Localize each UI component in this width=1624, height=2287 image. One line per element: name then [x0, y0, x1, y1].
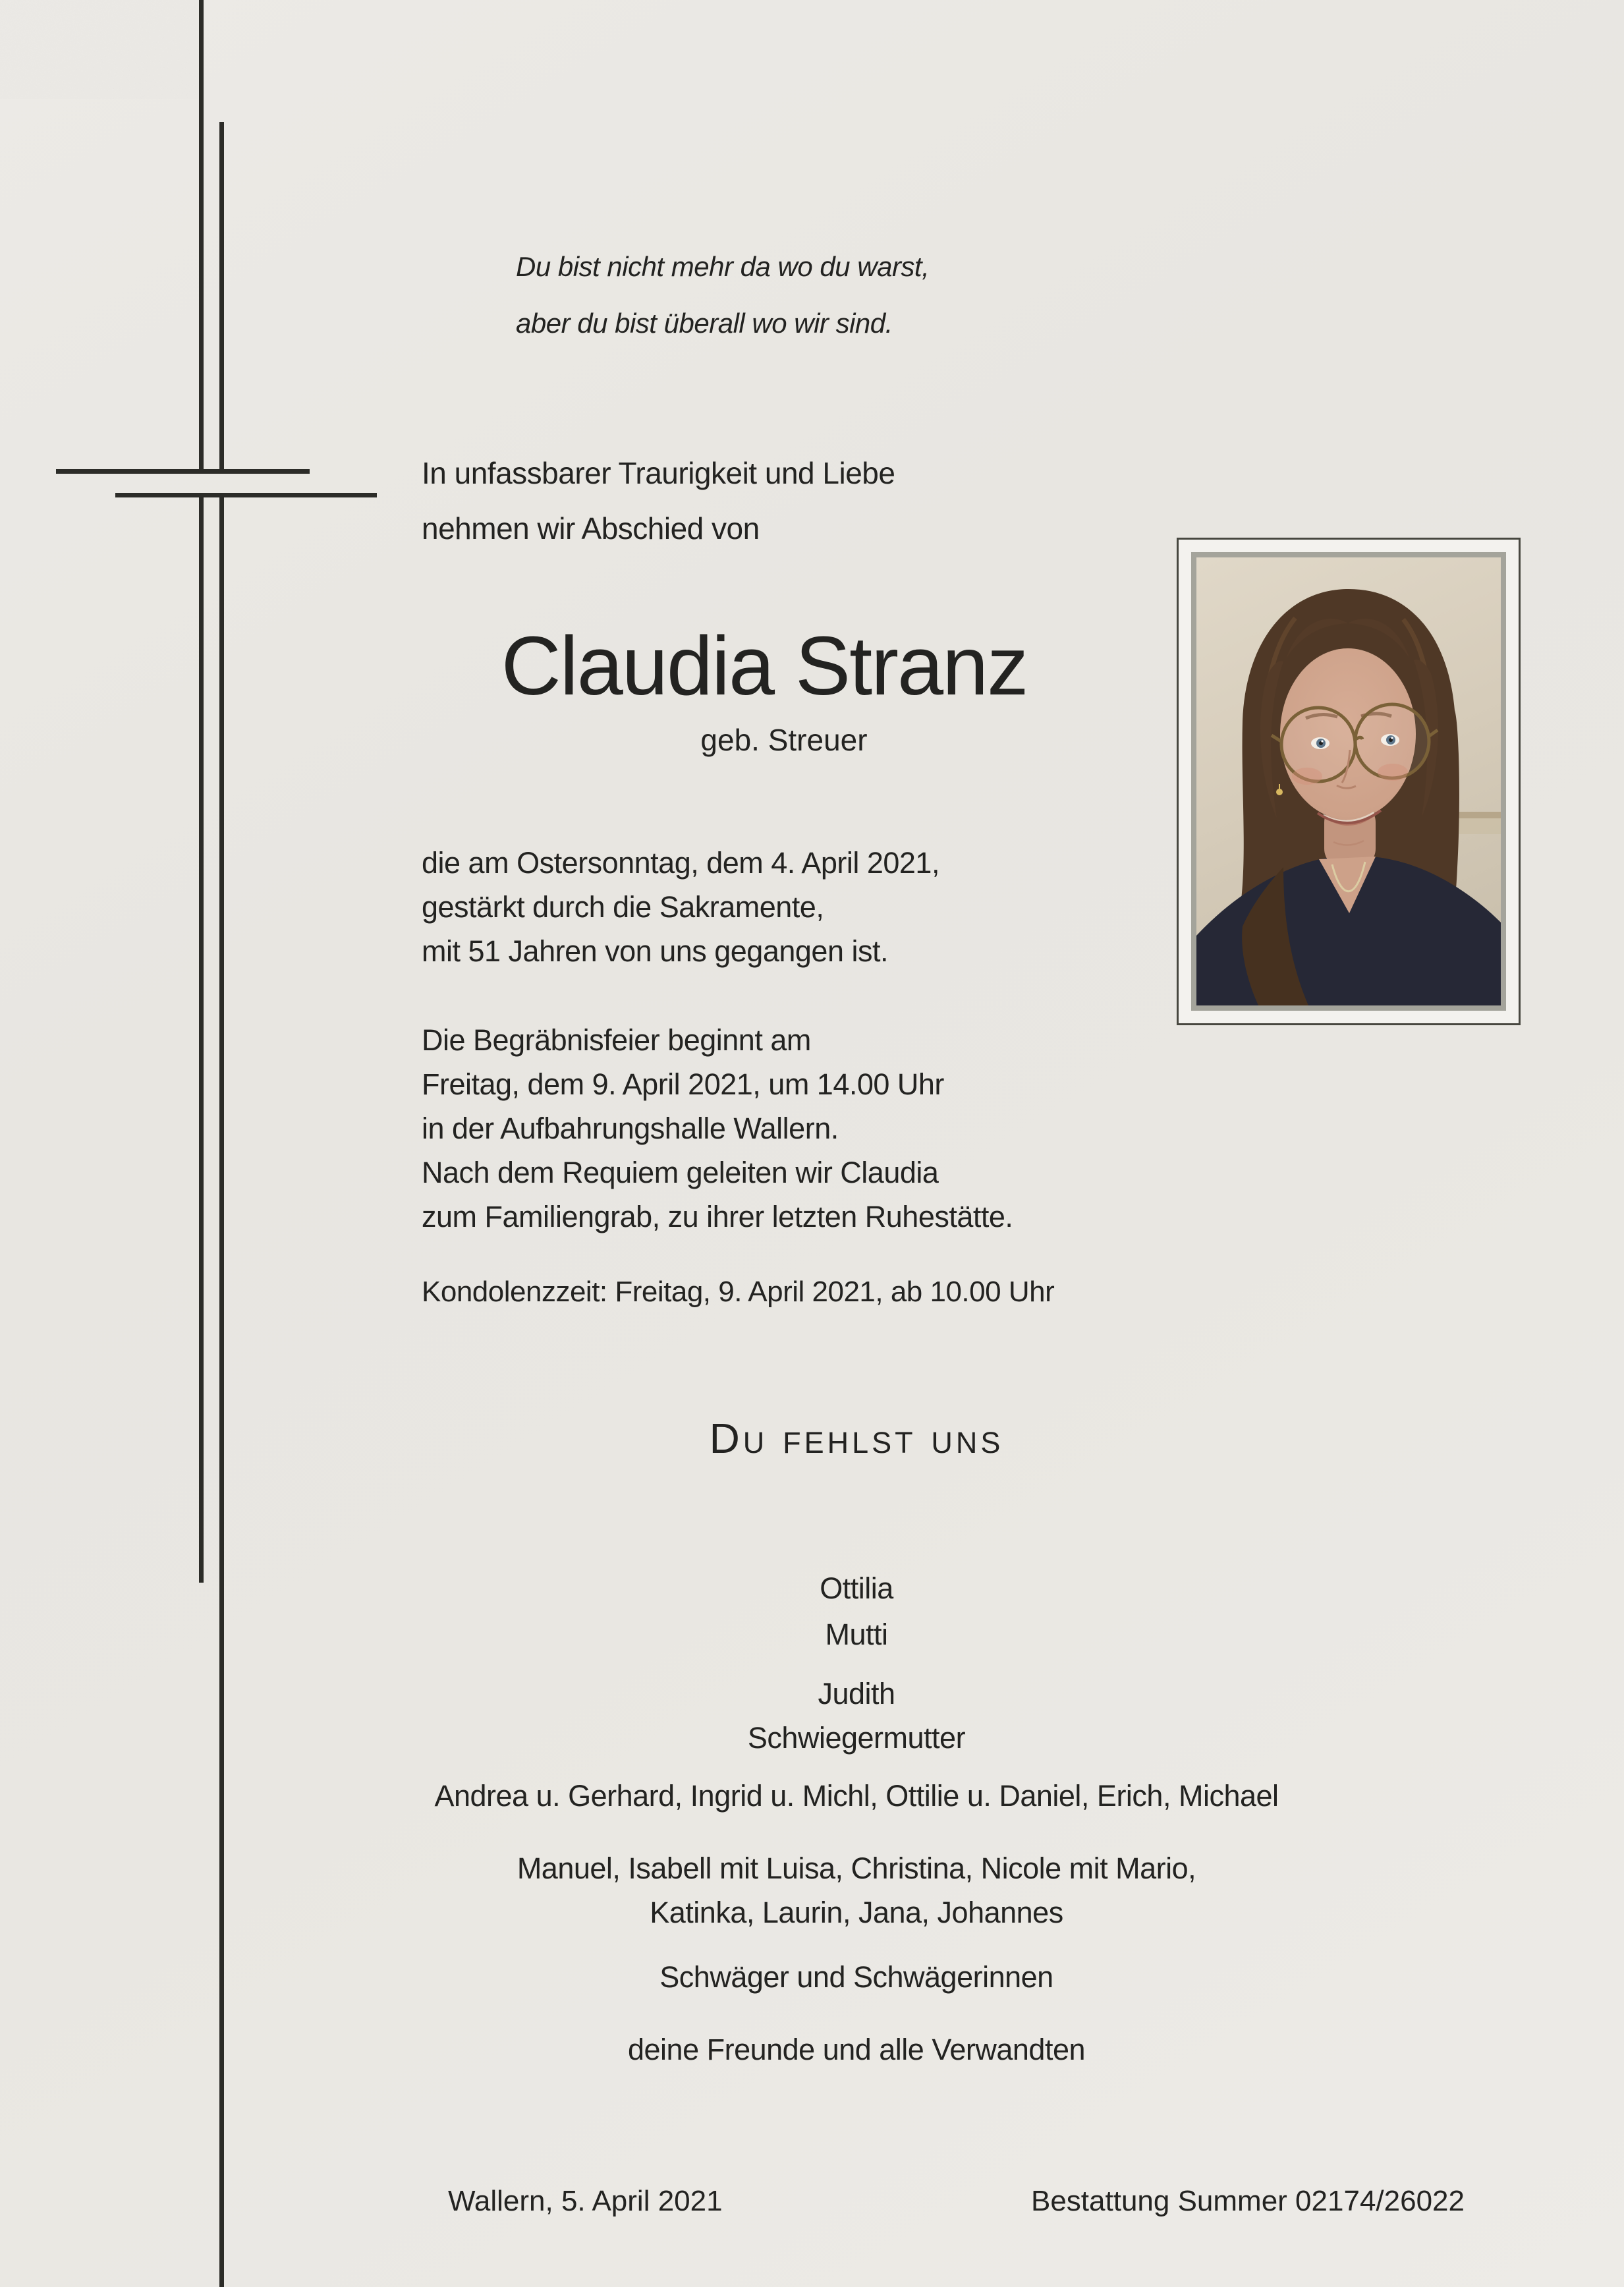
photo-mat [1191, 552, 1506, 1011]
maiden-name: geb. Streuer [700, 723, 868, 757]
intro-line: In unfassbarer Traurigkeit und Liebe [422, 456, 895, 490]
funeral-line: Freitag, dem 9. April 2021, um 14.00 Uhr [422, 1067, 944, 1101]
funeral-line: in der Aufbahrungshalle Wallern. [422, 1112, 839, 1145]
cross-vertical-line-left-upper [199, 0, 204, 472]
passing-line: gestärkt durch die Sakramente, [422, 890, 824, 924]
funeral-line: Nach dem Requiem geleiten wir Claudia [422, 1156, 939, 1189]
passing-paragraph [422, 841, 939, 973]
mourner-line: Judith [818, 1677, 895, 1710]
portrait-photo [1196, 557, 1501, 1005]
mourner-line: Katinka, Laurin, Jana, Johannes [650, 1896, 1063, 1929]
passing-line: die am Ostersonntag, dem 4. April 2021, [422, 846, 939, 880]
passing-line: mit 51 Jahren von uns gegangen ist. [422, 934, 888, 968]
cross-vertical-line-right-lower [219, 496, 224, 2287]
funeral-line: zum Familiengrab, zu ihrer letzten Ruhestätte. [422, 1200, 1013, 1233]
cross-vertical-line-right-upper [219, 122, 224, 472]
intro-text [422, 445, 895, 556]
cross-horizontal-line-upper [56, 469, 310, 474]
missing-you-line: Du fehlst uns [709, 1415, 1004, 1462]
quote-line: Du bist nicht mehr da wo du warst, [516, 251, 930, 282]
mourner-relation-line: Schwiegermutter [747, 1721, 966, 1755]
footer-place-date: Wallern, 5. April 2021 [448, 2185, 723, 2217]
memorial-quote [516, 239, 929, 352]
mourner-line: deine Freunde und alle Verwandten [627, 2033, 1086, 2066]
footer-funeral-home: Bestattung Summer 02174/26022 [1030, 2185, 1465, 2217]
mourner-line: Schwäger und Schwägerinnen [659, 1960, 1053, 1994]
intro-line: nehmen wir Abschied von [422, 511, 760, 546]
cross-horizontal-line-lower [115, 493, 377, 497]
funeral-line: Die Begräbnisfeier beginnt am [422, 1023, 811, 1057]
mourner-relation-line: Mutti [825, 1618, 888, 1651]
funeral-paragraph [422, 1018, 1013, 1239]
deceased-name: Claudia Stranz [501, 619, 1028, 712]
condolence-line: Kondolenzzeit: Freitag, 9. April 2021, ab 10.00 Uhr [422, 1276, 1055, 1308]
paper-texture [0, 0, 198, 99]
mourner-line: Manuel, Isabell mit Luisa, Christina, Nicole mit Mario, [517, 1851, 1196, 1885]
mourner-line: Andrea u. Gerhard, Ingrid u. Michl, Ottilie u. Daniel, Erich, Michael [434, 1779, 1279, 1813]
photo-frame [1177, 538, 1521, 1025]
cross-vertical-line-left-lower [199, 496, 204, 1583]
quote-line: aber du bist überall wo wir sind. [516, 308, 893, 339]
mourner-line: Ottilia [820, 1571, 893, 1605]
